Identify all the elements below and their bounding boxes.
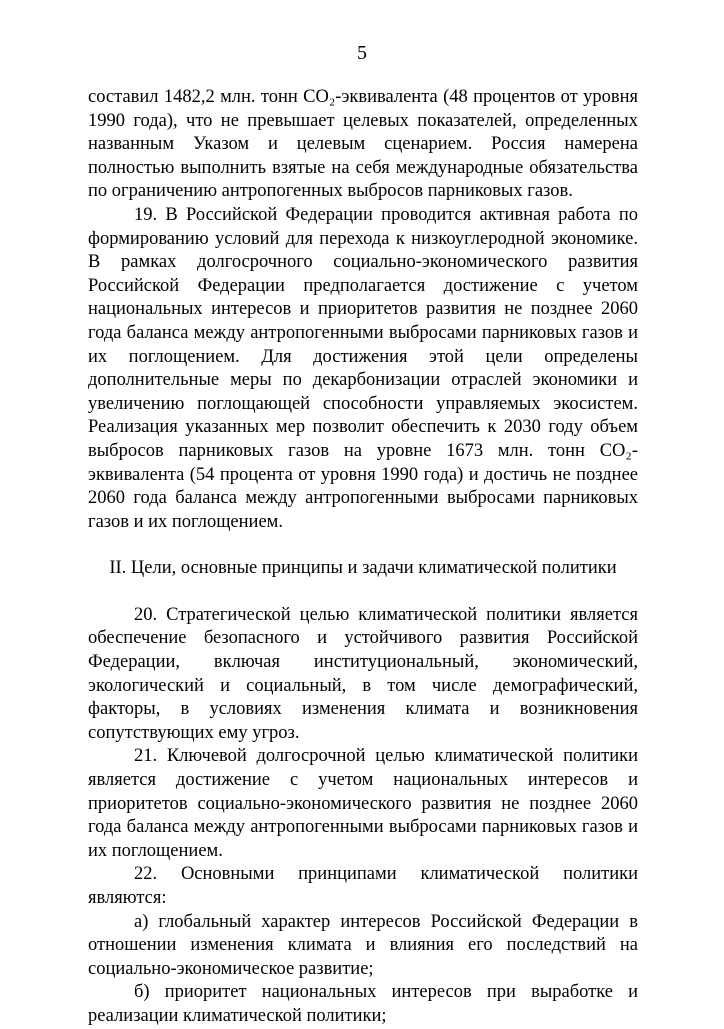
- paragraph-19: 19. В Российской Федерации проводится активная работа по формированию условий для перехода к низкоуглеродной экономике. В рамках долгосрочного социально-экономического развития Российской Федерации предполагается достижение с учетом национальных интересов и приоритетов развития не позднее 2060 года баланса между антропогенными выбросами парниковых газов и их поглощением. Для достижения этой цели определены дополнительные меры по декарбонизации отраслей экономики и увеличению поглощающей способности управляемых экосистем. Реализация указанных мер позволит обеспечить к 2030 году объем выбросов парниковых газов на уровне 1673 млн. тонн CO₂-эквивалента (54 процента от уровня 1990 года) и достичь не позднее 2060 года баланса между антропогенными выбросами парниковых газов и их поглощением.: [88, 204, 638, 532]
- paragraph-21: 21. Ключевой долгосрочной целью климатической политики является достижение с учетом национальных интересов и приоритетов социально-экономического развития не позднее 2060 года баланса между антропогенными выбросами парниковых газов и их поглощением.: [88, 746, 638, 861]
- page-number: 5: [357, 42, 367, 64]
- paragraph-22-b: б) приоритет национальных интересов при выработке и реализации климатической политики;: [88, 982, 638, 1026]
- document-body: [88, 86, 638, 1029]
- paragraph-22-a: а) глобальный характер интересов Российской Федерации в отношении изменения климата и влияния его последствий на социально-экономическое развитие;: [88, 911, 638, 979]
- paragraph-continuation: составил 1482,2 млн. тонн CO₂-эквивалента (48 процентов от уровня 1990 года), что не превышает целевых показателей, определенных названным Указом и целевым сценарием. Россия намерена полностью выполнить взятые на себя международные обязательства по ограничению антропогенных выбросов парниковых газов.: [88, 87, 638, 202]
- paragraph-20: 20. Стратегической целью климатической политики является обеспечение безопасного и устойчивого развития Российской Федерации, включая институциональный, экономический, экологический и социальный, в том числе демографический, факторы, в условиях изменения климата и возникновения сопутствующих ему угроз.: [88, 604, 638, 743]
- paragraph-22: 22. Основными принципами климатической политики являются:: [88, 864, 638, 908]
- section-heading: II. Цели, основные принципы и задачи климатической политики: [109, 558, 617, 579]
